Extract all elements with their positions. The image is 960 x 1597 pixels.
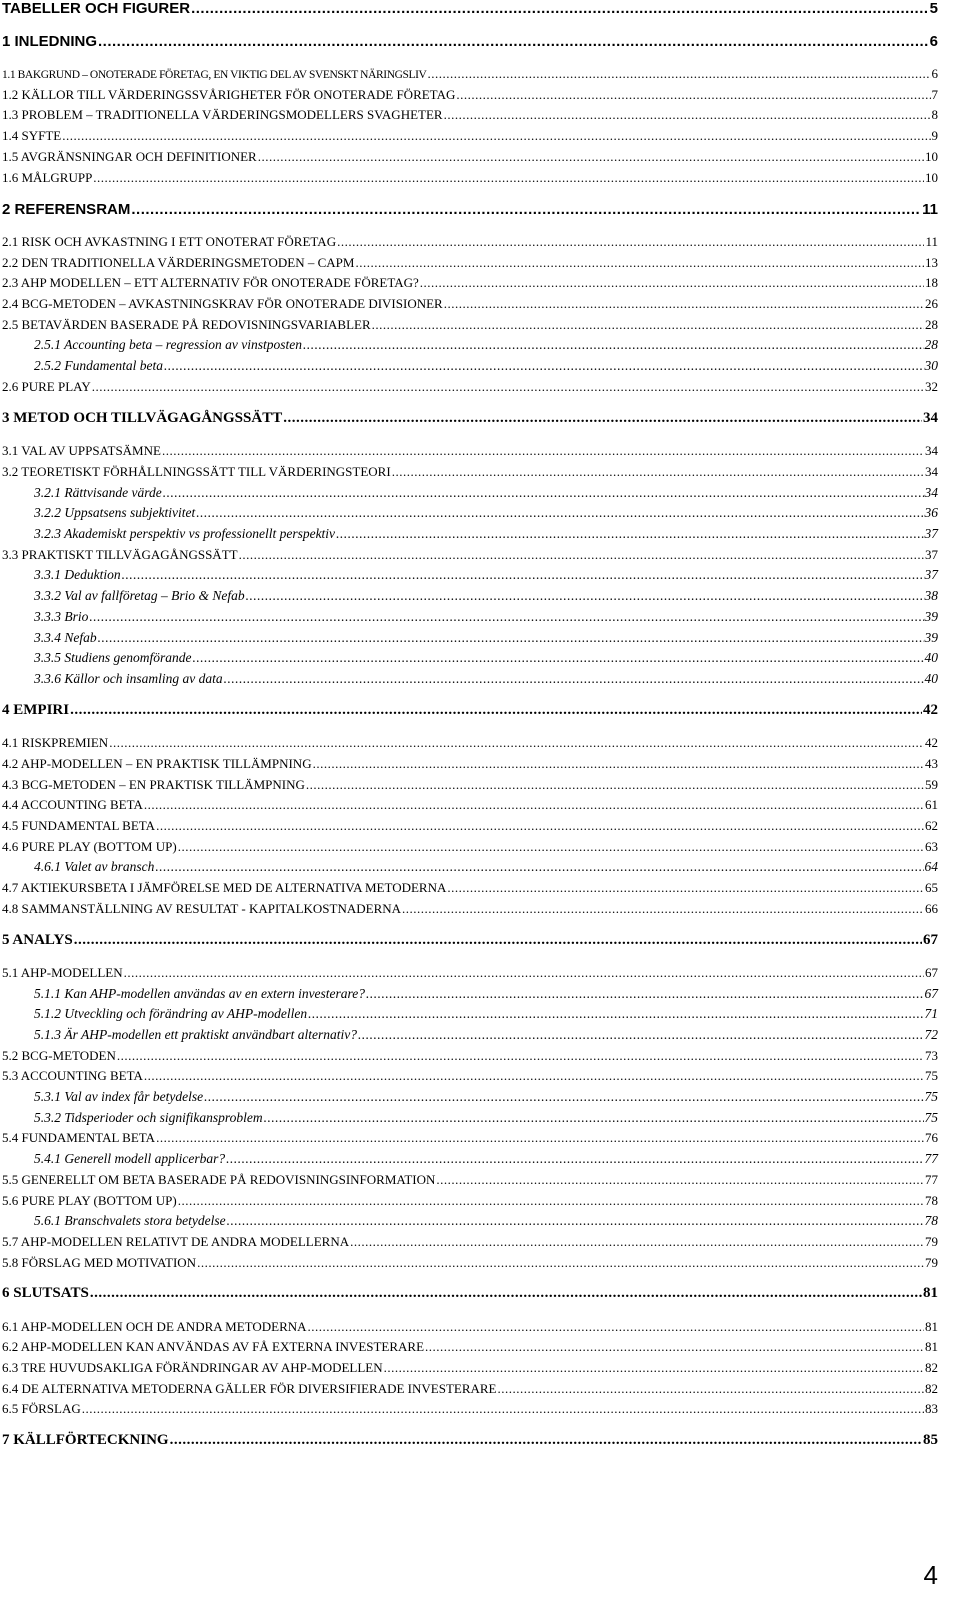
- toc-entry[interactable]: [2, 1130, 938, 1146]
- toc-leader-dots: [82, 1401, 924, 1417]
- toc-entry-title: 5 ANALYS: [2, 932, 73, 948]
- toc-entry-page: 82: [925, 1381, 938, 1396]
- toc-entry-title: 3.3.4 Nefab: [34, 630, 97, 645]
- toc-entry[interactable]: [34, 630, 938, 646]
- toc-leader-dots: [62, 128, 930, 144]
- toc-leader-dots: [350, 1234, 924, 1250]
- toc-entry[interactable]: [2, 818, 938, 834]
- toc-leader-dots: [456, 87, 930, 103]
- toc-entry[interactable]: [2, 1068, 938, 1084]
- toc-entry-page: 76: [925, 1130, 938, 1145]
- toc-leader-dots: [131, 201, 921, 218]
- toc-entry-page: 43: [925, 756, 938, 771]
- toc-entry-title: 4.2 AHP-MODELLEN – EN PRAKTISK TILLÄMPNING: [2, 756, 312, 771]
- toc-entry-title: 3.3.3 Brio: [34, 609, 89, 624]
- toc-entry[interactable]: [34, 609, 938, 625]
- toc-entry[interactable]: [2, 797, 938, 813]
- toc-leader-dots: [355, 255, 924, 271]
- toc-leader-dots: [98, 33, 929, 50]
- toc-entry[interactable]: [34, 337, 938, 353]
- toc-entry[interactable]: [2, 1381, 938, 1397]
- toc-entry-page: 36: [924, 505, 938, 520]
- toc-leader-dots: [164, 358, 924, 374]
- toc-leader-dots: [372, 317, 924, 333]
- toc-entry[interactable]: [34, 485, 938, 501]
- toc-leader-dots: [191, 0, 929, 17]
- toc-leader-dots: [98, 630, 924, 646]
- toc-entry-title: 2.5.1 Accounting beta – regression av vinstposten: [34, 337, 302, 352]
- toc-entry-page: 10: [925, 170, 938, 185]
- toc-entry[interactable]: [2, 107, 938, 123]
- toc-entry-title: 5.1 AHP-MODELLEN: [2, 965, 123, 980]
- toc-entry-page: 42: [923, 702, 938, 718]
- toc-leader-dots: [197, 1255, 924, 1271]
- toc-leader-dots: [90, 1285, 922, 1302]
- toc-entry-title: 3.2 TEORETISKT FÖRHÅLLNINGSSÄTT TILL VÄRDERINGSTEORI: [2, 464, 391, 479]
- toc-entry-page: 61: [925, 797, 938, 812]
- toc-entry-page: 59: [925, 777, 938, 792]
- toc-entry[interactable]: [34, 650, 938, 666]
- toc-entry-title: 6.2 AHP-MODELLEN KAN ANVÄNDAS AV FÅ EXTERNA INVESTERARE: [2, 1339, 425, 1354]
- toc-entry-title: 4.5 FUNDAMENTAL BETA: [2, 818, 156, 833]
- toc-entry[interactable]: [2, 33, 938, 50]
- toc-entry[interactable]: [34, 588, 938, 604]
- toc-entry[interactable]: [2, 443, 938, 459]
- toc-leader-dots: [498, 1381, 925, 1397]
- toc-leader-dots: [427, 66, 930, 82]
- toc-entry[interactable]: [34, 986, 938, 1002]
- toc-entry-page: 39: [924, 630, 938, 645]
- toc-leader-dots: [264, 1110, 924, 1126]
- toc-entry[interactable]: [2, 735, 938, 751]
- toc-leader-dots: [227, 1213, 924, 1229]
- toc-leader-dots: [384, 1360, 924, 1376]
- toc-entry[interactable]: [34, 505, 938, 521]
- toc-entry-page: 28: [924, 337, 938, 352]
- toc-entry-title: TABELLER OCH FIGURER: [2, 0, 191, 17]
- toc-entry-page: 18: [925, 275, 938, 290]
- toc-leader-dots: [447, 880, 924, 896]
- toc-entry-title: 5.1.3 Är AHP-modellen ett praktiskt användbart alternativ?: [34, 1027, 357, 1042]
- toc-entry[interactable]: [2, 275, 938, 291]
- toc-entry-title: 2 REFERENSRAM: [2, 201, 131, 218]
- toc-entry-title: 3.1 VAL AV UPPSATSÄMNE: [2, 443, 161, 458]
- toc-entry[interactable]: [34, 1006, 938, 1022]
- toc-leader-dots: [444, 107, 931, 123]
- toc-entry-page: 77: [925, 1172, 938, 1187]
- toc-entry-title: 3 METOD OCH TILLVÄGAGÅNGSSÄTT: [2, 410, 283, 426]
- toc-leader-dots: [402, 901, 924, 917]
- toc-entry-title: 2.4 BCG-METODEN – AVKASTNINGSKRAV FÖR ONOTERADE DIVISIONER: [2, 296, 443, 311]
- toc-entry-title: 3.3.1 Deduktion: [34, 567, 121, 582]
- toc-leader-dots: [239, 547, 924, 563]
- toc-leader-dots: [109, 735, 924, 751]
- toc-entry-title: 3.3.2 Val av fallföretag – Brio & Nefab: [34, 588, 245, 603]
- toc-entry[interactable]: [2, 1360, 938, 1376]
- toc-entry-page: 38: [924, 588, 938, 603]
- toc-entry-title: 5.1.1 Kan AHP-modellen användas av en extern investerare?: [34, 986, 366, 1001]
- toc-entry-page: 67: [924, 986, 938, 1001]
- toc-entry-page: 64: [924, 859, 938, 874]
- toc-entry-title: 5.6.1 Branschvalets stora betydelse: [34, 1213, 226, 1228]
- toc-entry[interactable]: [2, 1285, 938, 1302]
- toc-entry-page: 7: [931, 87, 938, 102]
- toc-leader-dots: [246, 588, 924, 604]
- toc-leader-dots: [92, 379, 924, 395]
- toc-leader-dots: [163, 485, 924, 501]
- toc-entry-page: 32: [925, 379, 938, 394]
- toc-entry[interactable]: [2, 839, 938, 855]
- toc-entry[interactable]: [2, 756, 938, 772]
- toc-entry-title: 5.1.2 Utveckling och förändring av AHP-modellen: [34, 1006, 308, 1021]
- toc-entry-page: 34: [924, 485, 938, 500]
- toc-leader-dots: [122, 567, 924, 583]
- toc-entry-title: 5.4 FUNDAMENTAL BETA: [2, 1130, 156, 1145]
- toc-entry-page: 85: [923, 1432, 938, 1448]
- toc-leader-dots: [283, 410, 922, 427]
- toc-leader-dots: [444, 296, 924, 312]
- toc-entry-title: 5.8 FÖRSLAG MED MOTIVATION: [2, 1255, 197, 1270]
- toc-entry-page: 72: [924, 1027, 938, 1042]
- toc-entry[interactable]: [2, 317, 938, 333]
- toc-leader-dots: [313, 756, 924, 772]
- toc-entry-title: 1.5 AVGRÄNSNINGAR OCH DEFINITIONER: [2, 149, 257, 164]
- toc-entry-title: 4.6.1 Valet av bransch: [34, 859, 155, 874]
- toc-entry-title: 5.3.2 Tidsperioder och signifikansproblem: [34, 1110, 263, 1125]
- toc-entry[interactable]: [2, 255, 938, 271]
- toc-entry[interactable]: [34, 1151, 938, 1167]
- toc-entry-page: 81: [923, 1285, 938, 1301]
- toc-entry-page: 83: [925, 1401, 938, 1416]
- toc-entry[interactable]: [2, 1172, 938, 1188]
- toc-entry-title: 4.7 AKTIEKURSBETA I JÄMFÖRELSE MED DE ALTERNATIVA METODERNA: [2, 880, 447, 895]
- toc-entry[interactable]: [34, 859, 938, 875]
- toc-leader-dots: [366, 986, 923, 1002]
- toc-entry[interactable]: [2, 66, 938, 82]
- toc-entry-page: 81: [925, 1319, 938, 1334]
- toc-leader-dots: [156, 818, 924, 834]
- toc-entry-page: 67: [923, 932, 938, 948]
- toc-leader-dots: [124, 965, 924, 981]
- toc-entry-page: 67: [925, 965, 938, 980]
- toc-entry[interactable]: [34, 358, 938, 374]
- toc-leader-dots: [193, 650, 924, 666]
- toc-entry-page: 66: [925, 901, 938, 916]
- toc-entry-page: 81: [925, 1339, 938, 1354]
- toc-entry-title: 6.5 FÖRSLAG: [2, 1401, 81, 1416]
- toc-entry-page: 11: [922, 201, 938, 218]
- toc-entry-title: 5.6 PURE PLAY (BOTTOM UP): [2, 1193, 177, 1208]
- toc-entry-title: 3.3 PRAKTISKT TILLVÄGAGÅNGSSÄTT: [2, 547, 238, 562]
- toc-entry-page: 37: [924, 526, 938, 541]
- toc-entry-title: 5.5 GENERELLT OM BETA BASERADE PÅ REDOVISNINGSINFORMATION: [2, 1172, 436, 1187]
- toc-leader-dots: [74, 932, 922, 949]
- toc-entry-title: 4.8 SAMMANSTÄLLNING AV RESULTAT - KAPITALKOSTNADERNA: [2, 901, 402, 916]
- toc-leader-dots: [258, 149, 924, 165]
- toc-leader-dots: [93, 170, 924, 186]
- toc-entry-title: 3.3.5 Studiens genomförande: [34, 650, 192, 665]
- toc-entry[interactable]: [2, 1401, 938, 1417]
- toc-entry[interactable]: [2, 234, 938, 250]
- toc-entry[interactable]: [2, 901, 938, 917]
- toc-entry-title: 1.3 PROBLEM – TRADITIONELLA VÄRDERINGSMODELLERS SVAGHETER: [2, 107, 443, 122]
- toc-entry-title: 2.6 PURE PLAY: [2, 379, 91, 394]
- toc-leader-dots: [170, 1432, 922, 1449]
- toc-entry[interactable]: [2, 1432, 938, 1449]
- toc-entry[interactable]: [34, 526, 938, 542]
- toc-entry[interactable]: [34, 567, 938, 583]
- toc-entry[interactable]: [34, 1089, 938, 1105]
- toc-entry-title: 2.2 DEN TRADITIONELLA VÄRDERINGSMETODEN – CAPM: [2, 255, 355, 270]
- toc-leader-dots: [144, 797, 924, 813]
- toc-entry[interactable]: [2, 880, 938, 896]
- toc-entry[interactable]: [2, 1319, 938, 1335]
- toc-entry-title: 1.6 MÅLGRUPP: [2, 170, 93, 185]
- toc-entry-title: 1.1 BAKGRUND – ONOTERADE FÖRETAG, EN VIKTIG DEL AV SVENSKT NÄRINGSLIV: [2, 69, 427, 81]
- toc-leader-dots: [144, 1068, 924, 1084]
- page-number: 4: [923, 1560, 938, 1590]
- toc-entry-title: 4.3 BCG-METODEN – EN PRAKTISK TILLÄMPNING: [2, 777, 305, 792]
- toc-entry-page: 6: [931, 66, 938, 81]
- toc-entry-title: 3.2.3 Akademiskt perspektiv vs professionellt perspektiv: [34, 526, 336, 541]
- toc-leader-dots: [178, 839, 924, 855]
- toc-entry-title: 2.1 RISK OCH AVKASTNING I ETT ONOTERAT FÖRETAG: [2, 234, 337, 249]
- toc-entry[interactable]: [2, 149, 938, 165]
- toc-entry[interactable]: [2, 410, 938, 427]
- toc-entry[interactable]: [2, 170, 938, 186]
- toc-entry-page: 10: [925, 149, 938, 164]
- toc-entry-page: 40: [924, 650, 938, 665]
- toc-entry-page: 5: [929, 0, 938, 17]
- toc-entry-title: 2.5 BETAVÄRDEN BASERADE PÅ REDOVISNINGSVARIABLER: [2, 317, 371, 332]
- toc-entry-page: 6: [929, 33, 938, 50]
- toc-entry-title: 3.2.1 Rättvisande värde: [34, 485, 162, 500]
- toc-entry-title: 2.3 AHP MODELLEN – ETT ALTERNATIV FÖR ONOTERADE FÖRETAG?: [2, 275, 419, 290]
- toc-leader-dots: [308, 1319, 924, 1335]
- toc-entry-page: 37: [924, 567, 938, 582]
- toc-entry-title: 4.1 RISKPREMIEN: [2, 735, 109, 750]
- toc-entry-title: 4 EMPIRI: [2, 702, 70, 718]
- toc-entry[interactable]: [2, 296, 938, 312]
- toc-entry-page: 34: [925, 443, 938, 458]
- toc-entry-page: 26: [925, 296, 938, 311]
- toc-entry-page: 34: [925, 464, 938, 479]
- toc-entry-page: 37: [925, 547, 938, 562]
- toc-entry[interactable]: [2, 932, 938, 949]
- toc-entry[interactable]: [2, 1255, 938, 1271]
- toc-leader-dots: [337, 234, 924, 250]
- toc-entry[interactable]: [2, 128, 938, 144]
- toc-leader-dots: [425, 1339, 924, 1355]
- toc-entry-page: 40: [924, 671, 938, 686]
- toc-entry-page: 13: [925, 255, 938, 270]
- toc-leader-dots: [162, 443, 924, 459]
- toc-entry-page: 78: [925, 1193, 938, 1208]
- toc-leader-dots: [420, 275, 924, 291]
- toc-entry-title: 5.7 AHP-MODELLEN RELATIVT DE ANDRA MODELLERNA: [2, 1234, 350, 1249]
- toc-entry-page: 9: [931, 128, 938, 143]
- toc-entry-title: 5.4.1 Generell modell applicerbar?: [34, 1151, 226, 1166]
- toc-entry[interactable]: [34, 1213, 938, 1229]
- toc-entry-page: 34: [923, 410, 938, 426]
- toc-entry-title: 1 INLEDNING: [2, 33, 98, 50]
- toc-entry[interactable]: [34, 1110, 938, 1126]
- toc-entry-page: 8: [931, 107, 938, 122]
- toc-entry-page: 75: [924, 1110, 938, 1125]
- toc-entry[interactable]: [2, 201, 938, 218]
- toc-entry-page: 79: [925, 1255, 938, 1270]
- toc-entry[interactable]: [2, 464, 938, 480]
- toc-leader-dots: [70, 702, 922, 719]
- toc-entry[interactable]: [34, 1027, 938, 1043]
- toc-entry-page: 65: [925, 880, 938, 895]
- toc-leader-dots: [303, 337, 924, 353]
- toc-entry-page: 82: [925, 1360, 938, 1375]
- toc-entry-title: 4.6 PURE PLAY (BOTTOM UP): [2, 839, 177, 854]
- toc-entry-title: 2.5.2 Fundamental beta: [34, 358, 163, 373]
- toc-entry-page: 63: [925, 839, 938, 854]
- toc-leader-dots: [306, 777, 924, 793]
- toc-entry[interactable]: [2, 777, 938, 793]
- toc-entry-page: 11: [925, 234, 938, 249]
- toc-entry-title: 6.3 TRE HUVUDSAKLIGA FÖRÄNDRINGAR AV AHP-MODELLEN: [2, 1360, 383, 1375]
- toc-entry-page: 39: [924, 609, 938, 624]
- toc-leader-dots: [224, 671, 924, 687]
- toc-entry-page: 73: [925, 1048, 938, 1063]
- toc-entry-title: 3.2.2 Uppsatsens subjektivitet: [34, 505, 196, 520]
- toc-leader-dots: [155, 859, 923, 875]
- toc-entry-title: 5.2 BCG-METODEN: [2, 1048, 116, 1063]
- toc-entry-title: 7 KÄLLFÖRTECKNING: [2, 1432, 169, 1448]
- toc-leader-dots: [392, 464, 924, 480]
- toc-entry-page: 75: [924, 1089, 938, 1104]
- toc-entry[interactable]: [34, 671, 938, 687]
- toc-entry[interactable]: [2, 1048, 938, 1064]
- toc-leader-dots: [178, 1193, 924, 1209]
- toc-entry-title: 1.2 KÄLLOR TILL VÄRDERINGSSVÅRIGHETER FÖR ONOTERADE FÖRETAG: [2, 87, 456, 102]
- toc-entry-title: 5.3.1 Val av index får betydelse: [34, 1089, 204, 1104]
- toc-entry-title: 5.3 ACCOUNTING BETA: [2, 1068, 143, 1083]
- toc-leader-dots: [117, 1048, 924, 1064]
- toc-entry[interactable]: [2, 0, 938, 17]
- toc-entry[interactable]: [2, 702, 938, 719]
- toc-entry-page: 30: [924, 358, 938, 373]
- toc-entry[interactable]: [2, 547, 938, 563]
- toc-leader-dots: [308, 1006, 923, 1022]
- toc-entry[interactable]: [2, 1193, 938, 1209]
- toc-entry[interactable]: [2, 1339, 938, 1355]
- toc-leader-dots: [358, 1027, 924, 1043]
- toc-entry-page: 71: [924, 1006, 938, 1021]
- toc-entry-page: 62: [925, 818, 938, 833]
- toc-entry-page: 42: [925, 735, 938, 750]
- toc-entry-page: 75: [925, 1068, 938, 1083]
- toc-entry-page: 78: [924, 1213, 938, 1228]
- toc-entry-title: 6 SLUTSATS: [2, 1285, 89, 1301]
- toc-entry[interactable]: [2, 87, 938, 103]
- toc-entry[interactable]: [2, 1234, 938, 1250]
- toc-entry-title: 6.1 AHP-MODELLEN OCH DE ANDRA METODERNA: [2, 1319, 307, 1334]
- toc-entry-page: 28: [925, 317, 938, 332]
- toc-leader-dots: [436, 1172, 924, 1188]
- toc-leader-dots: [156, 1130, 924, 1146]
- toc-leader-dots: [336, 526, 923, 542]
- toc-leader-dots: [204, 1089, 923, 1105]
- toc-entry-title: 4.4 ACCOUNTING BETA: [2, 797, 143, 812]
- toc-leader-dots: [89, 609, 923, 625]
- toc-entry[interactable]: [2, 379, 938, 395]
- toc-entry-page: 79: [925, 1234, 938, 1249]
- toc-entry-title: 6.4 DE ALTERNATIVA METODERNA GÄLLER FÖR DIVERSIFIERADE INVESTERARE: [2, 1381, 497, 1396]
- toc-entry-title: 1.4 SYFTE: [2, 128, 62, 143]
- toc-entry-page: 77: [924, 1151, 938, 1166]
- toc-leader-dots: [196, 505, 923, 521]
- toc-leader-dots: [226, 1151, 923, 1167]
- toc-entry-title: 3.3.6 Källor och insamling av data: [34, 671, 223, 686]
- toc-entry[interactable]: [2, 965, 938, 981]
